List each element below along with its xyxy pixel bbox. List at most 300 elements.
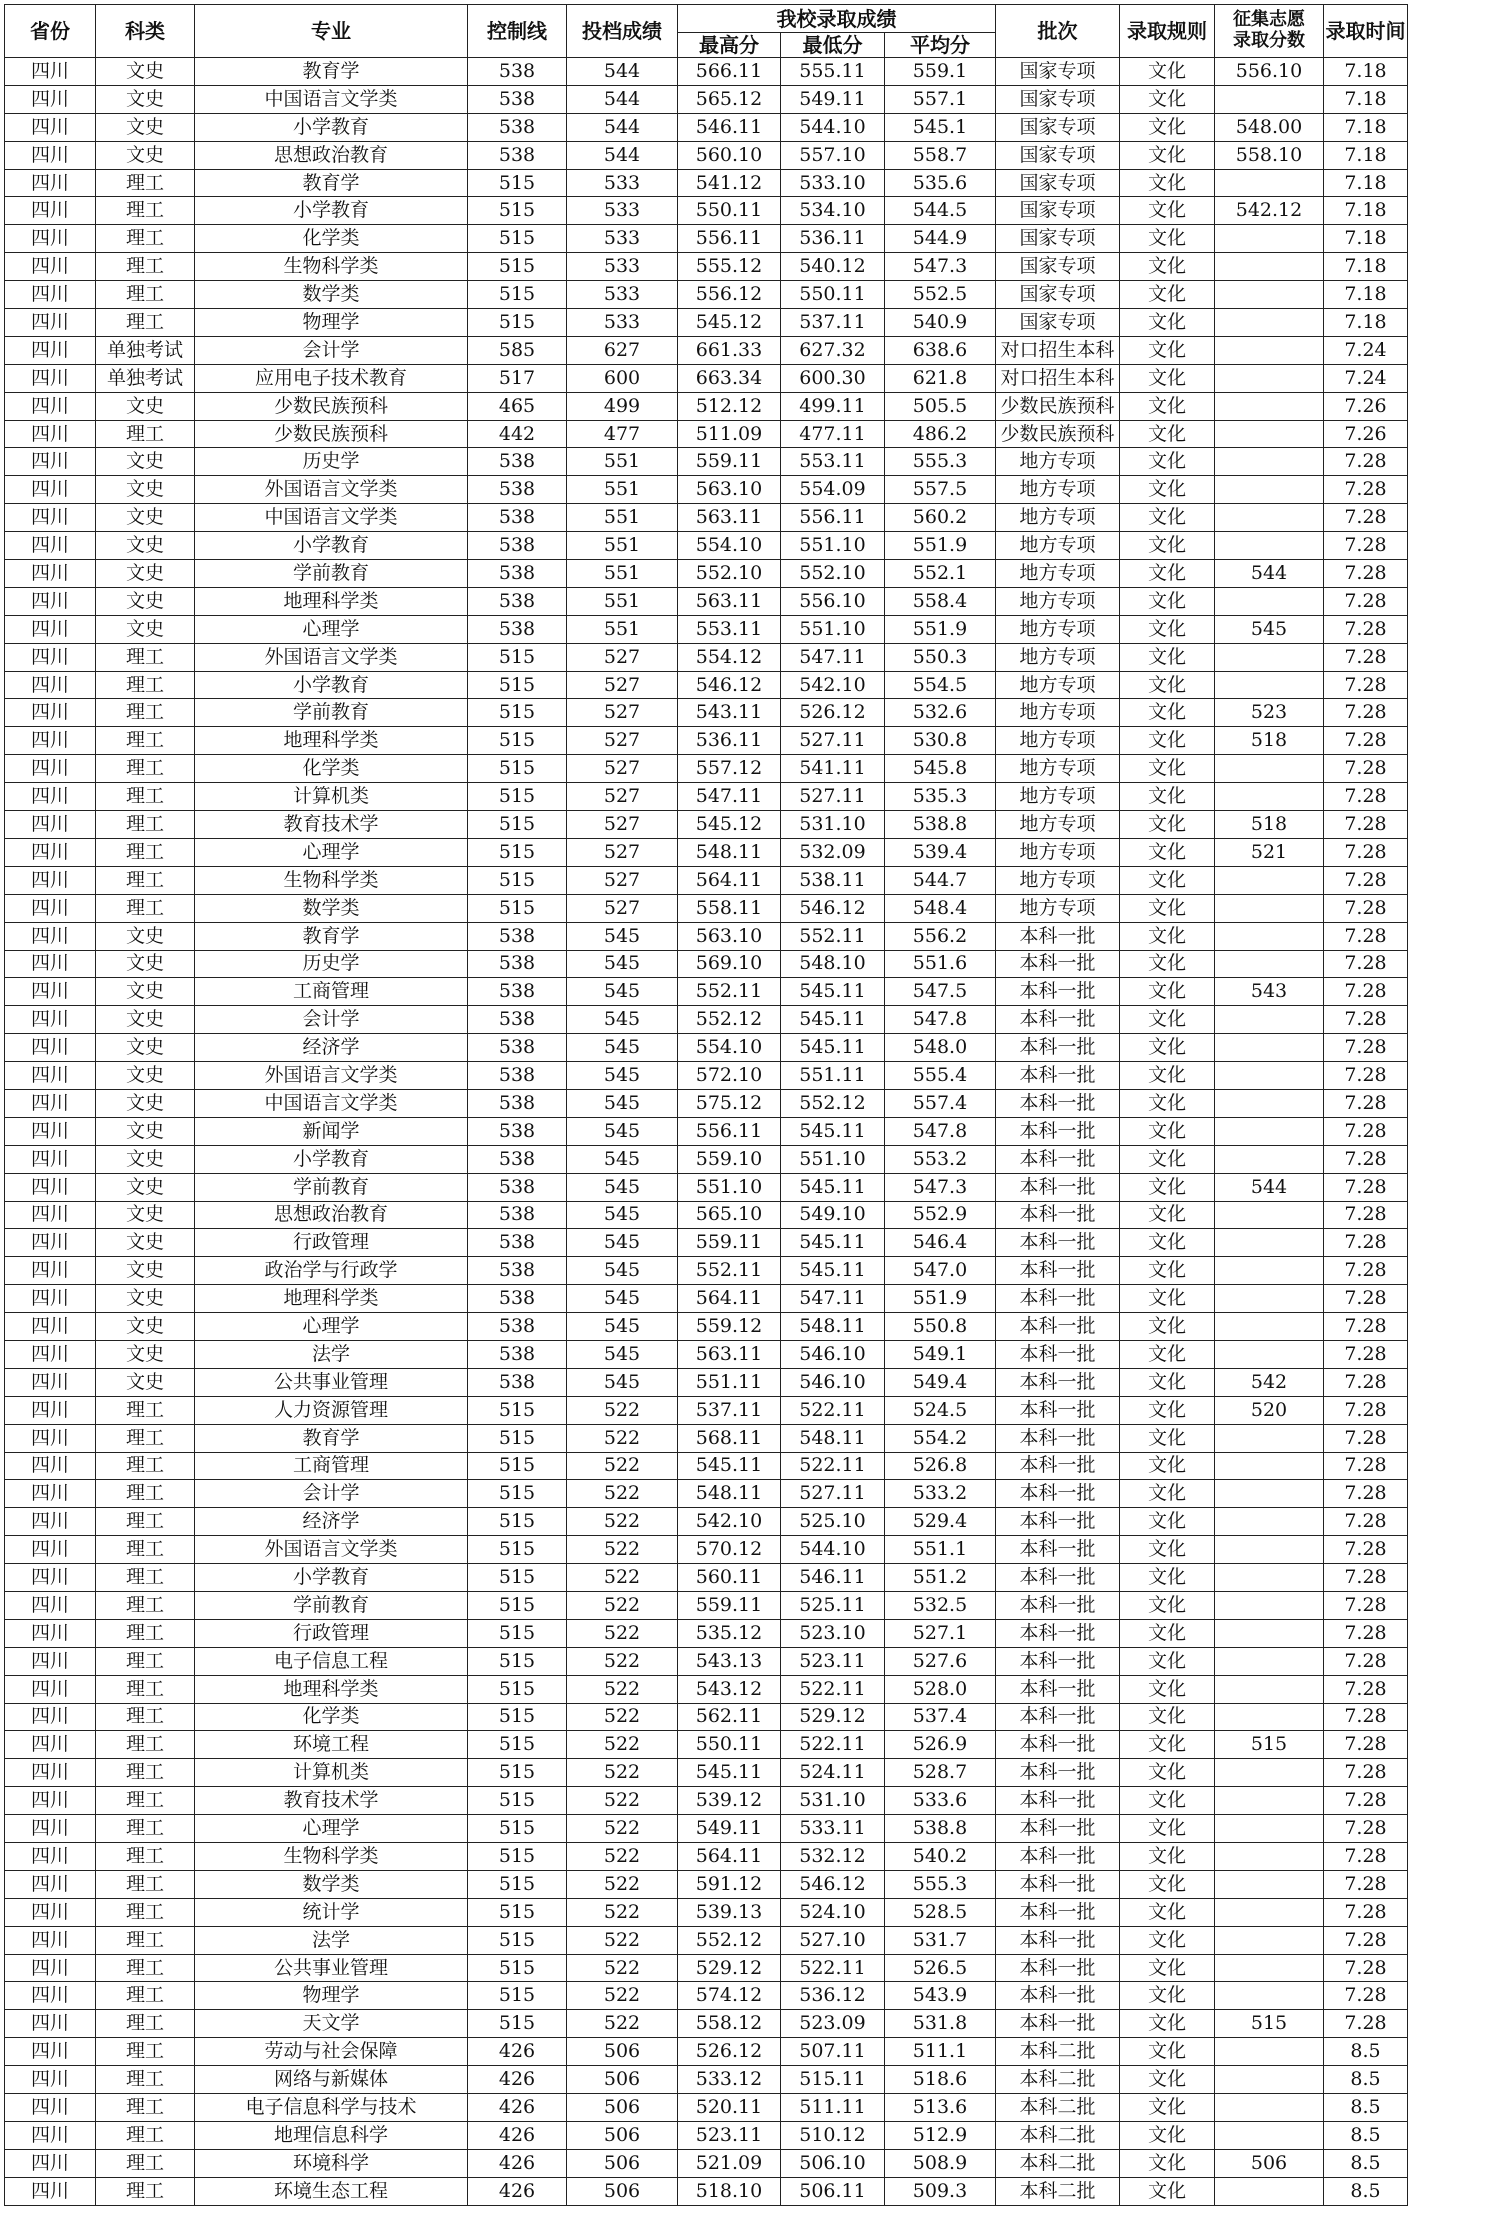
province-cell: 四川	[5, 1368, 96, 1396]
province-cell: 四川	[5, 85, 96, 113]
filing-score-cell: 544	[567, 85, 678, 113]
filing-score-cell: 545	[567, 1173, 678, 1201]
category-cell: 理工	[96, 2094, 195, 2122]
min-score-cell: 547.11	[781, 1285, 885, 1313]
province-cell: 四川	[5, 113, 96, 141]
min-score-cell: 546.10	[781, 1340, 885, 1368]
solicit-score-cell: 518	[1215, 811, 1324, 839]
max-score-cell: 520.11	[678, 2094, 781, 2122]
filing-score-cell: 522	[567, 1843, 678, 1871]
filing-score-cell: 522	[567, 1536, 678, 1564]
major-cell: 行政管理	[195, 1229, 468, 1257]
rule-cell: 文化	[1120, 1173, 1215, 1201]
avg-score-cell: 486.2	[885, 420, 996, 448]
batch-cell: 本科一批	[996, 1313, 1120, 1341]
major-cell: 小学教育	[195, 113, 468, 141]
max-score-cell: 563.11	[678, 587, 781, 615]
major-cell: 小学教育	[195, 1564, 468, 1592]
avg-score-cell: 544.7	[885, 866, 996, 894]
major-cell: 教育技术学	[195, 1787, 468, 1815]
solicit-score-cell	[1215, 783, 1324, 811]
rule-cell: 文化	[1120, 838, 1215, 866]
table-row	[5, 1173, 1408, 1201]
province-cell: 四川	[5, 1089, 96, 1117]
avg-score-cell: 545.1	[885, 113, 996, 141]
table-row	[5, 1006, 1408, 1034]
major-cell: 环境生态工程	[195, 2177, 468, 2205]
table-row	[5, 532, 1408, 560]
filing-score-cell: 527	[567, 811, 678, 839]
min-score-cell: 552.11	[781, 922, 885, 950]
rule-cell: 文化	[1120, 476, 1215, 504]
table-row	[5, 922, 1408, 950]
rule-cell: 文化	[1120, 1480, 1215, 1508]
control-line-cell: 538	[468, 141, 567, 169]
solicit-score-cell: 543	[1215, 978, 1324, 1006]
table-row	[5, 1703, 1408, 1731]
batch-cell: 地方专项	[996, 448, 1120, 476]
category-cell: 理工	[96, 1926, 195, 1954]
rule-cell: 文化	[1120, 1368, 1215, 1396]
solicit-score-cell: 521	[1215, 838, 1324, 866]
filing-score-cell: 522	[567, 1815, 678, 1843]
filing-score-cell: 533	[567, 281, 678, 309]
table-row	[5, 783, 1408, 811]
category-cell: 理工	[96, 2121, 195, 2149]
admit-time-cell: 7.28	[1324, 448, 1408, 476]
control-line-cell: 515	[468, 1564, 567, 1592]
category-cell: 理工	[96, 1619, 195, 1647]
min-score-cell: 527.11	[781, 783, 885, 811]
batch-cell: 地方专项	[996, 894, 1120, 922]
province-cell: 四川	[5, 392, 96, 420]
solicit-score-cell	[1215, 1340, 1324, 1368]
admit-time-cell: 7.28	[1324, 1368, 1408, 1396]
province-cell: 四川	[5, 1396, 96, 1424]
province-cell: 四川	[5, 811, 96, 839]
filing-score-cell: 545	[567, 950, 678, 978]
min-score-cell: 552.12	[781, 1089, 885, 1117]
header-major: 专业	[195, 5, 468, 58]
max-score-cell: 661.33	[678, 336, 781, 364]
max-score-cell: 523.11	[678, 2121, 781, 2149]
header-admit-time: 录取时间	[1324, 5, 1408, 58]
min-score-cell: 547.11	[781, 643, 885, 671]
max-score-cell: 551.11	[678, 1368, 781, 1396]
header-solicit-line2: 录取分数	[1233, 30, 1305, 51]
province-cell: 四川	[5, 1173, 96, 1201]
avg-score-cell: 543.9	[885, 1982, 996, 2010]
filing-score-cell: 545	[567, 922, 678, 950]
major-cell: 经济学	[195, 1508, 468, 1536]
admit-time-cell: 8.5	[1324, 2094, 1408, 2122]
category-cell: 理工	[96, 1843, 195, 1871]
admit-time-cell: 7.28	[1324, 615, 1408, 643]
min-score-cell: 527.11	[781, 1480, 885, 1508]
admit-time-cell: 7.28	[1324, 1257, 1408, 1285]
control-line-cell: 515	[468, 727, 567, 755]
avg-score-cell: 545.8	[885, 755, 996, 783]
filing-score-cell: 545	[567, 1368, 678, 1396]
control-line-cell: 515	[468, 1536, 567, 1564]
solicit-score-cell	[1215, 1926, 1324, 1954]
header-filing-score: 投档成绩	[567, 5, 678, 58]
max-score-cell: 550.11	[678, 1731, 781, 1759]
control-line-cell: 538	[468, 1145, 567, 1173]
category-cell: 文史	[96, 1034, 195, 1062]
avg-score-cell: 533.2	[885, 1480, 996, 1508]
control-line-cell: 515	[468, 1870, 567, 1898]
batch-cell: 本科二批	[996, 2149, 1120, 2177]
table-row	[5, 1424, 1408, 1452]
control-line-cell: 465	[468, 392, 567, 420]
batch-cell: 本科一批	[996, 1731, 1120, 1759]
major-cell: 外国语言文学类	[195, 1536, 468, 1564]
avg-score-cell: 526.5	[885, 1954, 996, 1982]
solicit-score-cell	[1215, 1564, 1324, 1592]
batch-cell: 本科一批	[996, 1424, 1120, 1452]
filing-score-cell: 506	[567, 2177, 678, 2205]
major-cell: 外国语言文学类	[195, 476, 468, 504]
major-cell: 地理科学类	[195, 727, 468, 755]
min-score-cell: 510.12	[781, 2121, 885, 2149]
avg-score-cell: 555.3	[885, 448, 996, 476]
solicit-score-cell	[1215, 85, 1324, 113]
batch-cell: 国家专项	[996, 225, 1120, 253]
solicit-score-cell	[1215, 1145, 1324, 1173]
category-cell: 文史	[96, 615, 195, 643]
max-score-cell: 511.09	[678, 420, 781, 448]
avg-score-cell: 526.8	[885, 1452, 996, 1480]
filing-score-cell: 545	[567, 1285, 678, 1313]
batch-cell: 本科一批	[996, 1173, 1120, 1201]
table-row	[5, 225, 1408, 253]
major-cell: 计算机类	[195, 1759, 468, 1787]
province-cell: 四川	[5, 560, 96, 588]
avg-score-cell: 547.8	[885, 1117, 996, 1145]
min-score-cell: 548.10	[781, 950, 885, 978]
solicit-score-cell	[1215, 1006, 1324, 1034]
header-rule: 录取规则	[1120, 5, 1215, 58]
max-score-cell: 572.10	[678, 1062, 781, 1090]
control-line-cell: 515	[468, 1926, 567, 1954]
control-line-cell: 538	[468, 922, 567, 950]
control-line-cell: 538	[468, 587, 567, 615]
solicit-score-cell	[1215, 1257, 1324, 1285]
province-cell: 四川	[5, 309, 96, 337]
min-score-cell: 537.11	[781, 309, 885, 337]
major-cell: 少数民族预科	[195, 420, 468, 448]
filing-score-cell: 522	[567, 1731, 678, 1759]
admit-time-cell: 7.18	[1324, 169, 1408, 197]
solicit-score-cell	[1215, 1759, 1324, 1787]
batch-cell: 国家专项	[996, 58, 1120, 86]
max-score-cell: 566.11	[678, 58, 781, 86]
batch-cell: 对口招生本科	[996, 364, 1120, 392]
table-row	[5, 58, 1408, 86]
rule-cell: 文化	[1120, 560, 1215, 588]
avg-score-cell: 548.0	[885, 1034, 996, 1062]
filing-score-cell: 522	[567, 1675, 678, 1703]
filing-score-cell: 545	[567, 1257, 678, 1285]
major-cell: 学前教育	[195, 699, 468, 727]
major-cell: 法学	[195, 1926, 468, 1954]
major-cell: 学前教育	[195, 560, 468, 588]
province-cell: 四川	[5, 364, 96, 392]
max-score-cell: 541.12	[678, 169, 781, 197]
avg-score-cell: 550.8	[885, 1313, 996, 1341]
max-score-cell: 518.10	[678, 2177, 781, 2205]
batch-cell: 国家专项	[996, 141, 1120, 169]
solicit-score-cell	[1215, 1787, 1324, 1815]
province-cell: 四川	[5, 1926, 96, 1954]
rule-cell: 文化	[1120, 1424, 1215, 1452]
province-cell: 四川	[5, 2094, 96, 2122]
solicit-score-cell	[1215, 1201, 1324, 1229]
min-score-cell: 506.11	[781, 2177, 885, 2205]
filing-score-cell: 477	[567, 420, 678, 448]
major-cell: 工商管理	[195, 1452, 468, 1480]
rule-cell: 文化	[1120, 2010, 1215, 2038]
solicit-score-cell	[1215, 1898, 1324, 1926]
avg-score-cell: 552.5	[885, 281, 996, 309]
filing-score-cell: 544	[567, 58, 678, 86]
table-row	[5, 1480, 1408, 1508]
min-score-cell: 524.11	[781, 1759, 885, 1787]
filing-score-cell: 527	[567, 643, 678, 671]
solicit-score-cell: 556.10	[1215, 58, 1324, 86]
province-cell: 四川	[5, 58, 96, 86]
rule-cell: 文化	[1120, 727, 1215, 755]
min-score-cell: 541.11	[781, 755, 885, 783]
filing-score-cell: 527	[567, 866, 678, 894]
batch-cell: 本科一批	[996, 1396, 1120, 1424]
rule-cell: 文化	[1120, 532, 1215, 560]
batch-cell: 本科一批	[996, 1034, 1120, 1062]
rule-cell: 文化	[1120, 1089, 1215, 1117]
min-score-cell: 545.11	[781, 1257, 885, 1285]
rule-cell: 文化	[1120, 1926, 1215, 1954]
category-cell: 理工	[96, 1424, 195, 1452]
province-cell: 四川	[5, 197, 96, 225]
solicit-score-cell	[1215, 922, 1324, 950]
major-cell: 电子信息科学与技术	[195, 2094, 468, 2122]
rule-cell: 文化	[1120, 1843, 1215, 1871]
category-cell: 理工	[96, 2038, 195, 2066]
min-score-cell: 540.12	[781, 253, 885, 281]
category-cell: 理工	[96, 1675, 195, 1703]
rule-cell: 文化	[1120, 448, 1215, 476]
admit-time-cell: 7.28	[1324, 1480, 1408, 1508]
province-cell: 四川	[5, 504, 96, 532]
table-row	[5, 169, 1408, 197]
table-row	[5, 197, 1408, 225]
admit-time-cell: 7.28	[1324, 811, 1408, 839]
filing-score-cell: 551	[567, 560, 678, 588]
admit-time-cell: 7.28	[1324, 755, 1408, 783]
table-row	[5, 392, 1408, 420]
avg-score-cell: 551.9	[885, 532, 996, 560]
table-row	[5, 85, 1408, 113]
avg-score-cell: 544.9	[885, 225, 996, 253]
admit-time-cell: 7.28	[1324, 727, 1408, 755]
rule-cell: 文化	[1120, 1006, 1215, 1034]
header-solicit-line1: 征集志愿	[1233, 9, 1305, 31]
control-line-cell: 426	[468, 2094, 567, 2122]
admit-time-cell: 7.28	[1324, 1536, 1408, 1564]
admit-time-cell: 7.28	[1324, 1564, 1408, 1592]
admit-time-cell: 8.5	[1324, 2149, 1408, 2177]
max-score-cell: 563.10	[678, 476, 781, 504]
avg-score-cell: 547.0	[885, 1257, 996, 1285]
min-score-cell: 507.11	[781, 2038, 885, 2066]
rule-cell: 文化	[1120, 58, 1215, 86]
admit-time-cell: 7.28	[1324, 1647, 1408, 1675]
max-score-cell: 550.11	[678, 197, 781, 225]
min-score-cell: 534.10	[781, 197, 885, 225]
control-line-cell: 538	[468, 978, 567, 1006]
batch-cell: 本科一批	[996, 1703, 1120, 1731]
category-cell: 理工	[96, 2177, 195, 2205]
admit-time-cell: 7.28	[1324, 504, 1408, 532]
rule-cell: 文化	[1120, 894, 1215, 922]
admit-time-cell: 7.28	[1324, 1759, 1408, 1787]
solicit-score-cell	[1215, 1843, 1324, 1871]
table-row	[5, 1787, 1408, 1815]
filing-score-cell: 533	[567, 197, 678, 225]
solicit-score-cell	[1215, 2038, 1324, 2066]
rule-cell: 文化	[1120, 1815, 1215, 1843]
admit-time-cell: 7.28	[1324, 1340, 1408, 1368]
table-row	[5, 1201, 1408, 1229]
control-line-cell: 515	[468, 838, 567, 866]
solicit-score-cell: 542	[1215, 1368, 1324, 1396]
avg-score-cell: 553.2	[885, 1145, 996, 1173]
rule-cell: 文化	[1120, 755, 1215, 783]
solicit-score-cell	[1215, 671, 1324, 699]
avg-score-cell: 513.6	[885, 2094, 996, 2122]
table-row	[5, 420, 1408, 448]
admit-time-cell: 7.18	[1324, 113, 1408, 141]
category-cell: 文史	[96, 85, 195, 113]
min-score-cell: 525.11	[781, 1591, 885, 1619]
control-line-cell: 515	[468, 1508, 567, 1536]
admit-time-cell: 7.28	[1324, 1089, 1408, 1117]
admit-time-cell: 7.28	[1324, 1787, 1408, 1815]
table-row	[5, 1619, 1408, 1647]
province-cell: 四川	[5, 699, 96, 727]
batch-cell: 本科二批	[996, 2094, 1120, 2122]
province-cell: 四川	[5, 1145, 96, 1173]
category-cell: 文史	[96, 476, 195, 504]
rule-cell: 文化	[1120, 85, 1215, 113]
batch-cell: 国家专项	[996, 253, 1120, 281]
major-cell: 心理学	[195, 1815, 468, 1843]
batch-cell: 地方专项	[996, 560, 1120, 588]
province-cell: 四川	[5, 1508, 96, 1536]
min-score-cell: 627.32	[781, 336, 885, 364]
filing-score-cell: 533	[567, 169, 678, 197]
category-cell: 理工	[96, 1452, 195, 1480]
rule-cell: 文化	[1120, 1898, 1215, 1926]
major-cell: 教育学	[195, 58, 468, 86]
batch-cell: 地方专项	[996, 838, 1120, 866]
min-score-cell: 515.11	[781, 2066, 885, 2094]
solicit-score-cell	[1215, 420, 1324, 448]
batch-cell: 少数民族预科	[996, 392, 1120, 420]
filing-score-cell: 545	[567, 978, 678, 1006]
major-cell: 心理学	[195, 615, 468, 643]
batch-cell: 本科一批	[996, 1870, 1120, 1898]
batch-cell: 本科二批	[996, 2038, 1120, 2066]
major-cell: 新闻学	[195, 1117, 468, 1145]
control-line-cell: 515	[468, 1424, 567, 1452]
min-score-cell: 522.11	[781, 1452, 885, 1480]
solicit-score-cell: 558.10	[1215, 141, 1324, 169]
table-row	[5, 1982, 1408, 2010]
control-line-cell: 538	[468, 1006, 567, 1034]
major-cell: 物理学	[195, 309, 468, 337]
category-cell: 文史	[96, 1145, 195, 1173]
max-score-cell: 552.12	[678, 1006, 781, 1034]
category-cell: 理工	[96, 1787, 195, 1815]
avg-score-cell: 512.9	[885, 2121, 996, 2149]
province-cell: 四川	[5, 1285, 96, 1313]
min-score-cell: 536.12	[781, 1982, 885, 2010]
solicit-score-cell	[1215, 1034, 1324, 1062]
solicit-score-cell	[1215, 392, 1324, 420]
header-avg-score: 平均分	[885, 33, 996, 58]
solicit-score-cell: 548.00	[1215, 113, 1324, 141]
table-row	[5, 1647, 1408, 1675]
control-line-cell: 515	[468, 225, 567, 253]
max-score-cell: 564.11	[678, 1843, 781, 1871]
category-cell: 理工	[96, 783, 195, 811]
control-line-cell: 538	[468, 1285, 567, 1313]
control-line-cell: 426	[468, 2177, 567, 2205]
province-cell: 四川	[5, 448, 96, 476]
rule-cell: 文化	[1120, 504, 1215, 532]
province-cell: 四川	[5, 476, 96, 504]
min-score-cell: 533.10	[781, 169, 885, 197]
max-score-cell: 559.11	[678, 1591, 781, 1619]
filing-score-cell: 527	[567, 671, 678, 699]
admit-time-cell: 7.28	[1324, 1034, 1408, 1062]
filing-score-cell: 522	[567, 1954, 678, 1982]
table-row	[5, 1229, 1408, 1257]
major-cell: 教育技术学	[195, 811, 468, 839]
max-score-cell: 565.12	[678, 85, 781, 113]
solicit-score-cell	[1215, 1313, 1324, 1341]
filing-score-cell: 544	[567, 113, 678, 141]
category-cell: 理工	[96, 169, 195, 197]
province-cell: 四川	[5, 253, 96, 281]
admit-time-cell: 7.28	[1324, 1703, 1408, 1731]
admit-time-cell: 7.28	[1324, 671, 1408, 699]
batch-cell: 对口招生本科	[996, 336, 1120, 364]
min-score-cell: 556.11	[781, 504, 885, 532]
min-score-cell: 522.11	[781, 1954, 885, 1982]
control-line-cell: 515	[468, 699, 567, 727]
avg-score-cell: 527.6	[885, 1647, 996, 1675]
solicit-score-cell	[1215, 2121, 1324, 2149]
province-cell: 四川	[5, 1034, 96, 1062]
solicit-score-cell	[1215, 1508, 1324, 1536]
max-score-cell: 559.11	[678, 448, 781, 476]
avg-score-cell: 537.4	[885, 1703, 996, 1731]
admit-time-cell: 7.18	[1324, 141, 1408, 169]
control-line-cell: 515	[468, 1675, 567, 1703]
